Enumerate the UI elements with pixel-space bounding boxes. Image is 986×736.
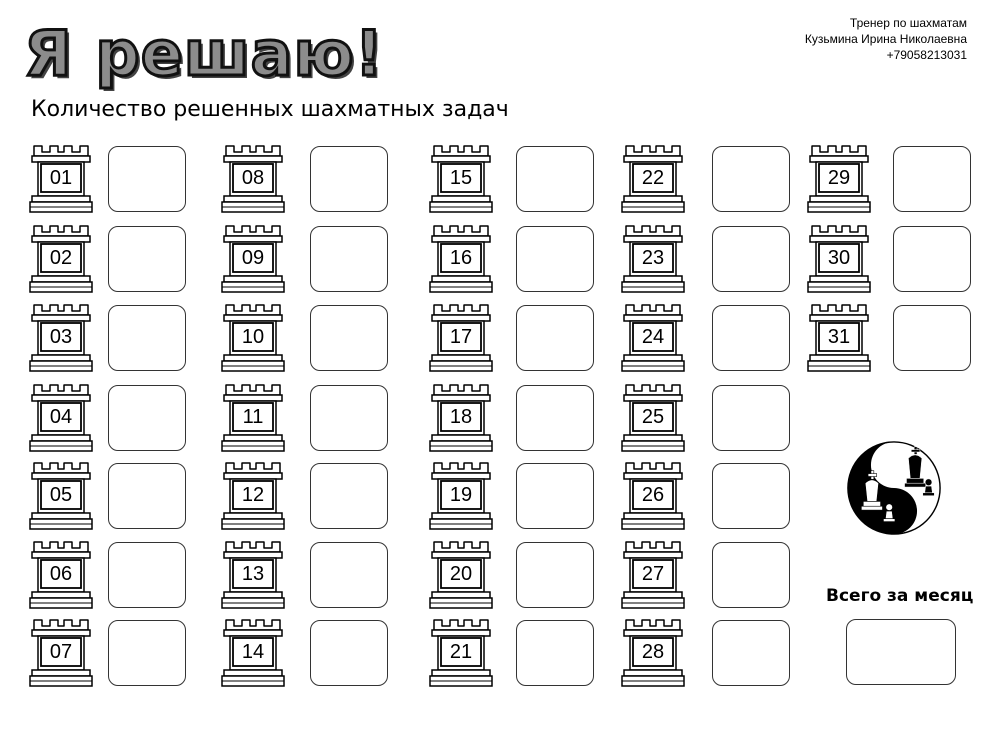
day-number: 21 <box>449 641 473 663</box>
day-rook-31 <box>806 303 872 373</box>
day-rook-30 <box>806 224 872 294</box>
day-number: 24 <box>641 326 665 348</box>
day-answer-box-24[interactable] <box>712 305 790 371</box>
day-rook-27 <box>620 540 686 610</box>
day-answer-box-27[interactable] <box>712 542 790 608</box>
day-rook-12 <box>220 461 286 531</box>
day-rook-22 <box>620 144 686 214</box>
day-number: 06 <box>49 563 73 585</box>
total-label: Всего за месяц <box>826 586 974 606</box>
day-number: 07 <box>49 641 73 663</box>
day-rook-19 <box>428 461 494 531</box>
day-rook-01 <box>28 144 94 214</box>
day-answer-box-07[interactable] <box>108 620 186 686</box>
day-rook-17 <box>428 303 494 373</box>
day-number: 02 <box>49 247 73 269</box>
day-number: 16 <box>449 247 473 269</box>
day-answer-box-21[interactable] <box>516 620 594 686</box>
day-number: 08 <box>241 167 265 189</box>
day-answer-box-13[interactable] <box>310 542 388 608</box>
day-answer-box-23[interactable] <box>712 226 790 292</box>
day-number: 30 <box>827 247 851 269</box>
day-rook-05 <box>28 461 94 531</box>
day-number: 10 <box>241 326 265 348</box>
day-rook-13 <box>220 540 286 610</box>
day-rook-28 <box>620 618 686 688</box>
day-number: 04 <box>49 406 73 428</box>
page-title: Я решаю! <box>24 17 384 90</box>
day-number: 13 <box>241 563 265 585</box>
day-answer-box-11[interactable] <box>310 385 388 451</box>
day-answer-box-16[interactable] <box>516 226 594 292</box>
day-rook-18 <box>428 383 494 453</box>
day-number: 27 <box>641 563 665 585</box>
day-answer-box-08[interactable] <box>310 146 388 212</box>
day-number: 03 <box>49 326 73 348</box>
total-input-box[interactable] <box>846 619 956 685</box>
day-answer-box-28[interactable] <box>712 620 790 686</box>
day-rook-23 <box>620 224 686 294</box>
day-answer-box-10[interactable] <box>310 305 388 371</box>
day-answer-box-12[interactable] <box>310 463 388 529</box>
page-subtitle: Количество решенных шахматных задач <box>31 97 509 122</box>
day-number: 19 <box>449 484 473 506</box>
day-rook-09 <box>220 224 286 294</box>
day-number: 26 <box>641 484 665 506</box>
day-rook-11 <box>220 383 286 453</box>
day-rook-10 <box>220 303 286 373</box>
day-answer-box-29[interactable] <box>893 146 971 212</box>
day-number: 05 <box>49 484 73 506</box>
day-answer-box-05[interactable] <box>108 463 186 529</box>
day-answer-box-06[interactable] <box>108 542 186 608</box>
day-rook-25 <box>620 383 686 453</box>
day-rook-04 <box>28 383 94 453</box>
day-number: 11 <box>242 406 264 428</box>
day-rook-16 <box>428 224 494 294</box>
day-number: 15 <box>449 167 473 189</box>
coach-role: Тренер по шахматам <box>849 16 967 30</box>
day-answer-box-09[interactable] <box>310 226 388 292</box>
day-number: 17 <box>449 326 473 348</box>
day-rook-21 <box>428 618 494 688</box>
day-answer-box-18[interactable] <box>516 385 594 451</box>
day-number: 28 <box>641 641 665 663</box>
coach-phone: +79058213031 <box>886 48 967 62</box>
day-answer-box-04[interactable] <box>108 385 186 451</box>
day-rook-14 <box>220 618 286 688</box>
day-number: 23 <box>641 247 665 269</box>
day-answer-box-03[interactable] <box>108 305 186 371</box>
day-rook-07 <box>28 618 94 688</box>
day-number: 29 <box>827 167 851 189</box>
day-answer-box-19[interactable] <box>516 463 594 529</box>
coach-info <box>707 15 967 63</box>
day-rook-08 <box>220 144 286 214</box>
day-rook-03 <box>28 303 94 373</box>
day-number: 18 <box>449 406 473 428</box>
day-number: 20 <box>449 563 473 585</box>
day-answer-box-20[interactable] <box>516 542 594 608</box>
day-answer-box-01[interactable] <box>108 146 186 212</box>
day-answer-box-15[interactable] <box>516 146 594 212</box>
day-answer-box-22[interactable] <box>712 146 790 212</box>
day-rook-15 <box>428 144 494 214</box>
day-rook-26 <box>620 461 686 531</box>
day-number: 31 <box>827 326 851 348</box>
coach-name: Кузьмина Ирина Николаевна <box>804 32 967 46</box>
day-number: 01 <box>49 167 73 189</box>
day-rook-20 <box>428 540 494 610</box>
day-rook-24 <box>620 303 686 373</box>
day-number: 25 <box>641 406 665 428</box>
day-rook-06 <box>28 540 94 610</box>
day-number: 12 <box>241 484 265 506</box>
day-answer-box-17[interactable] <box>516 305 594 371</box>
day-answer-box-31[interactable] <box>893 305 971 371</box>
day-answer-box-02[interactable] <box>108 226 186 292</box>
day-number: 14 <box>241 641 265 663</box>
day-answer-box-14[interactable] <box>310 620 388 686</box>
day-rook-02 <box>28 224 94 294</box>
yin-yang-chess-logo-icon <box>846 440 942 536</box>
day-number: 09 <box>241 247 265 269</box>
day-number: 22 <box>641 167 665 189</box>
day-answer-box-30[interactable] <box>893 226 971 292</box>
day-answer-box-26[interactable] <box>712 463 790 529</box>
day-answer-box-25[interactable] <box>712 385 790 451</box>
day-rook-29 <box>806 144 872 214</box>
